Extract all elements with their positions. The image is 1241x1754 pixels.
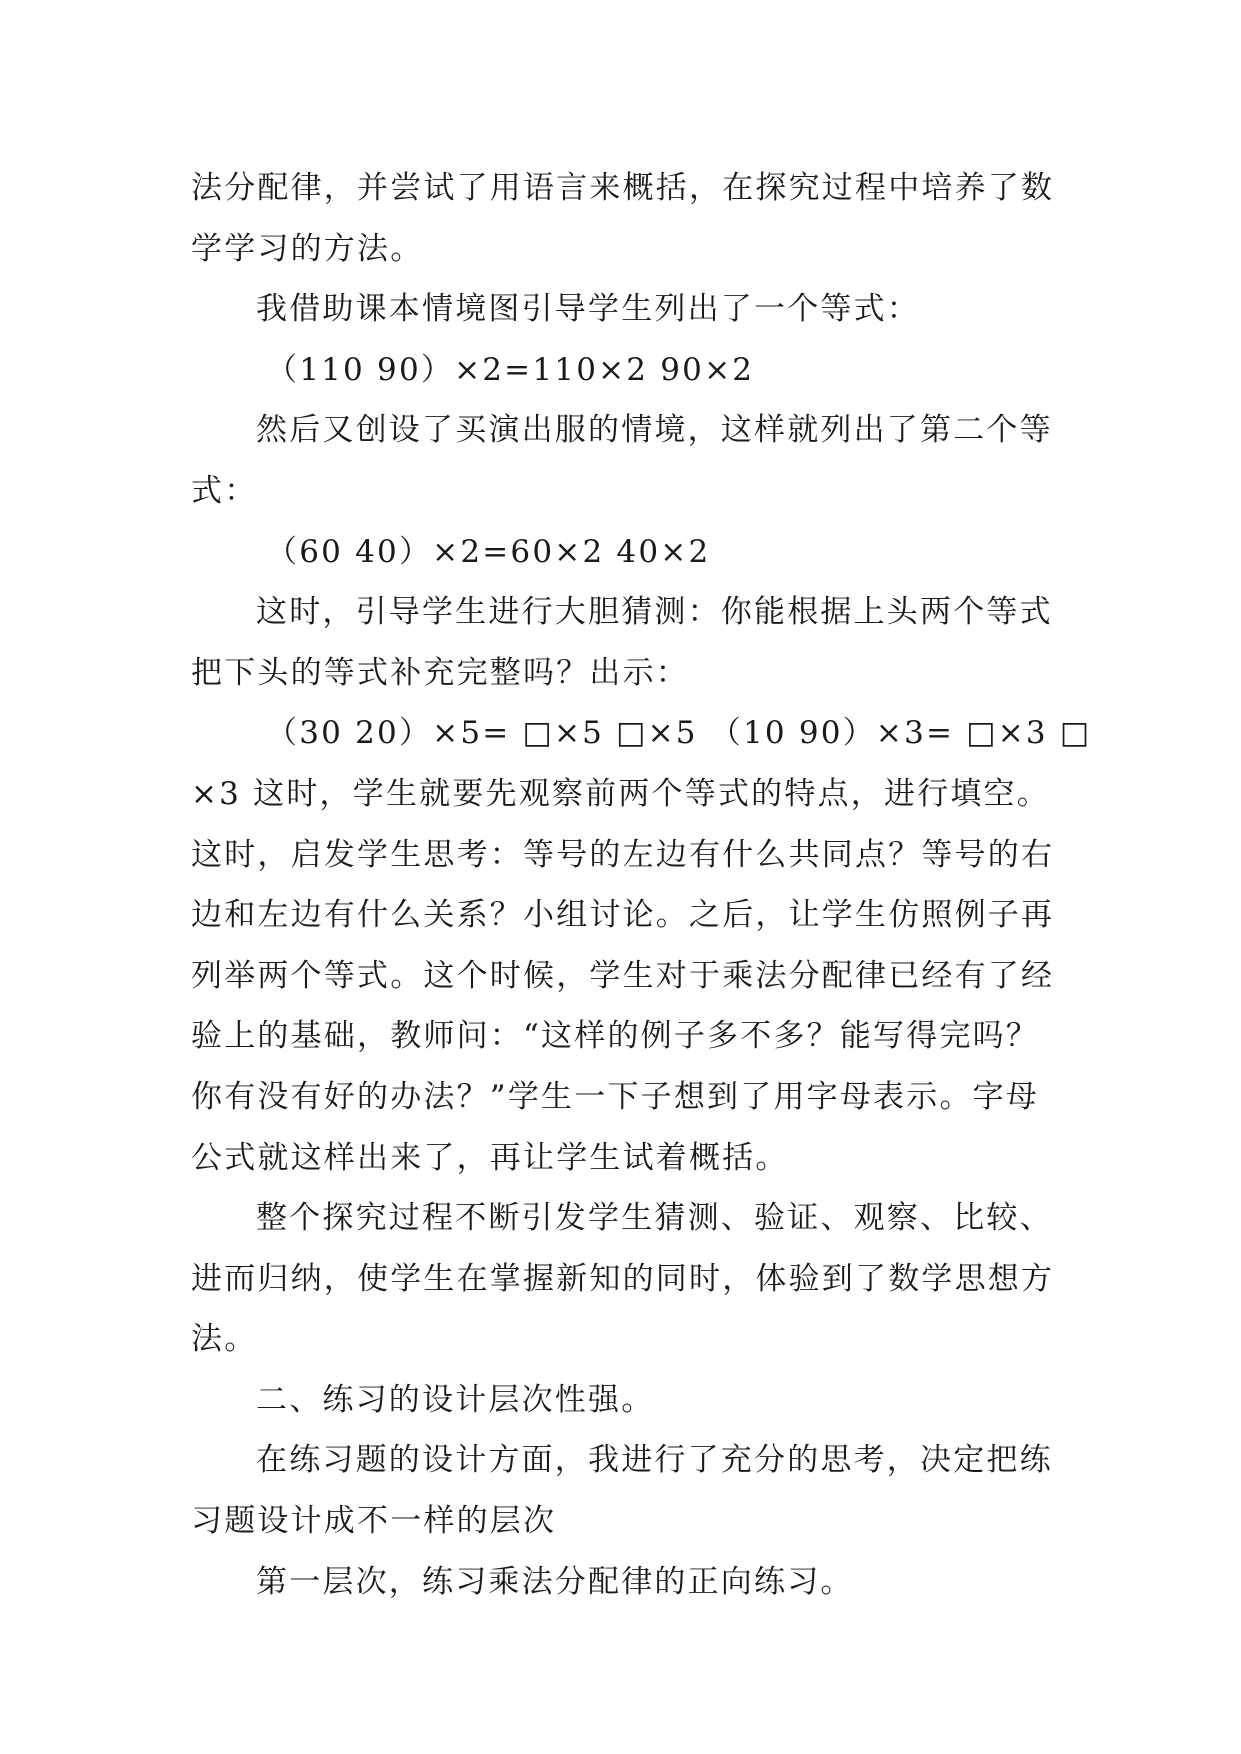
text-line: 列举两个等式。这个时候，学生对于乘法分配律已经有了经 <box>191 957 1055 994</box>
text-line: 这时，启发学生思考：等号的左边有什么共同点？等号的右 <box>191 836 1055 873</box>
text-line: 验上的基础，教师问：“这样的例子多不多？能写得完吗？ <box>191 1018 1040 1055</box>
text-line: 习题设计成不一样的层次 <box>191 1503 557 1540</box>
section-heading: 二、练习的设计层次性强。 <box>256 1381 655 1418</box>
equation-line: （110 90）×2=110×2 90×2 <box>266 351 755 388</box>
text-line: 我借助课本情境图引导学生列出了一个等式： <box>256 291 920 328</box>
text-line: 法。 <box>191 1321 258 1358</box>
text-line: 边和左边有什么关系？小组讨论。之后，让学生仿照例子再 <box>191 897 1055 934</box>
text-line: 公式就这样出来了，再让学生试着概括。 <box>191 1139 789 1176</box>
text-line: 学学习的方法。 <box>191 230 424 267</box>
text-line: 整个探究过程不断引发学生猜测、验证、观察、比较、 <box>256 1200 1053 1237</box>
text-line: 第一层次，练习乘法分配律的正向练习。 <box>256 1563 854 1600</box>
text-line: 把下头的等式补充完整吗？出示： <box>191 654 689 691</box>
text-line: ×3 这时，学生就要先观察前两个等式的特点，进行填空。 <box>191 775 1050 812</box>
text-line: 法分配律，并尝试了用语言来概括，在探究过程中培养了数 <box>191 170 1055 206</box>
text-line: 你有没有好的办法？”学生一下子想到了用字母表示。字母 <box>191 1078 1040 1115</box>
text-line: 式： <box>191 472 258 509</box>
text-line: 然后又创设了买演出服的情境，这样就列出了第二个等 <box>256 412 1053 449</box>
text-line: 进而归纳，使学生在掌握新知的同时，体验到了数学思想方 <box>191 1260 1055 1297</box>
body-text <box>191 158 1092 1612</box>
text-line: 这时，引导学生进行大胆猜测：你能根据上头两个等式 <box>256 594 1053 631</box>
equation-line: （60 40）×2=60×2 40×2 <box>266 533 711 570</box>
equation-line: （30 20）×5= □×5 □×5 （10 90）×3= □×3 □ <box>266 715 1092 752</box>
text-line: 在练习题的设计方面，我进行了充分的思考，决定把练 <box>256 1442 1053 1479</box>
